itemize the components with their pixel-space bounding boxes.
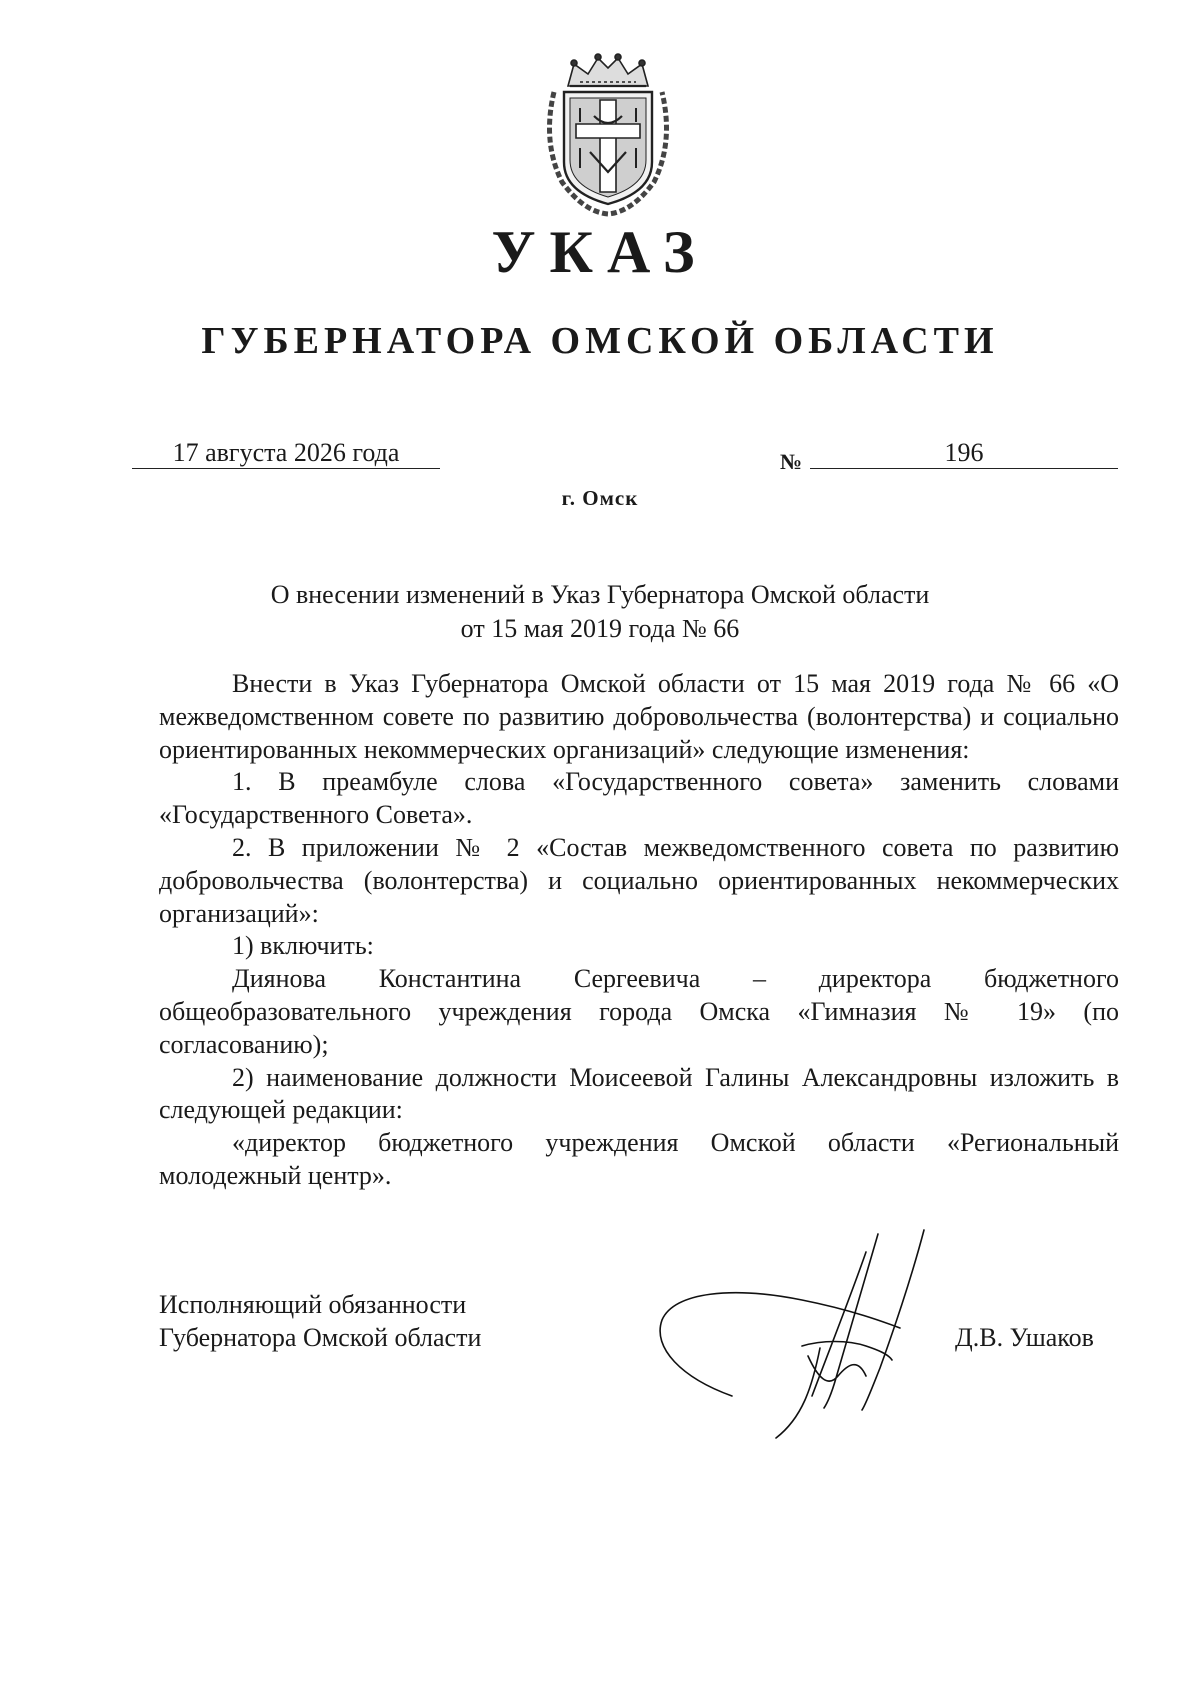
document-subtitle: ГУБЕРНАТОРА ОМСКОЙ ОБЛАСТИ xyxy=(201,320,999,362)
signatory-name: Д.В. Ушаков xyxy=(955,1323,1094,1352)
paragraph-3: 2. В приложении № 2 «Состав межведомственного совета по развитию добровольчества (волонтерства) и социально ориентированных некоммерческих организаций»: xyxy=(159,832,1119,928)
subject-line-2: от 15 мая 2019 года № 66 xyxy=(460,614,740,643)
document-city: г. Омск xyxy=(561,486,639,510)
paragraph-1: Внести в Указ Губернатора Омской области от 15 мая 2019 года № 66 «О межведомственном совете по развитию добровольчества (волонтерства) и социально ориентированных некоммерческих организаций» следующие изменения: xyxy=(159,669,1119,764)
signatory-title-line-1: Исполняющий обязанности xyxy=(159,1290,467,1319)
paragraph-4: 1) включить: xyxy=(232,931,374,961)
paragraph-5: Диянова Константина Сергеевича – директора бюджетного общеобразовательного учреждения города Омска «Гимназия № 19» (по согласованию); xyxy=(159,964,1119,1059)
document-title: УКАЗ xyxy=(491,219,709,285)
paragraph-7: «директор бюджетного учреждения Омской области «Региональный молодежный центр». xyxy=(159,1128,1119,1190)
document-number: 196 xyxy=(810,438,1118,469)
document-body xyxy=(159,668,1119,1193)
document-date: 17 августа 2026 года xyxy=(132,438,440,469)
handwritten-signature-icon xyxy=(652,1228,952,1440)
paragraph-2: 1. В преамбуле слова «Государственного совета» заменить словами «Государственного Совета». xyxy=(159,767,1119,830)
number-label: № xyxy=(780,449,803,474)
subject-line-1: О внесении изменений в Указ Губернатора Омской области xyxy=(270,580,930,609)
document-subject xyxy=(160,578,1040,646)
coat-of-arms-icon xyxy=(540,52,676,217)
signatory-title xyxy=(159,1288,481,1354)
signatory-title-line-2: Губернатора Омской области xyxy=(159,1323,482,1352)
paragraph-6: 2) наименование должности Моисеевой Галины Александровны изложить в следующей редакции: xyxy=(159,1062,1119,1125)
